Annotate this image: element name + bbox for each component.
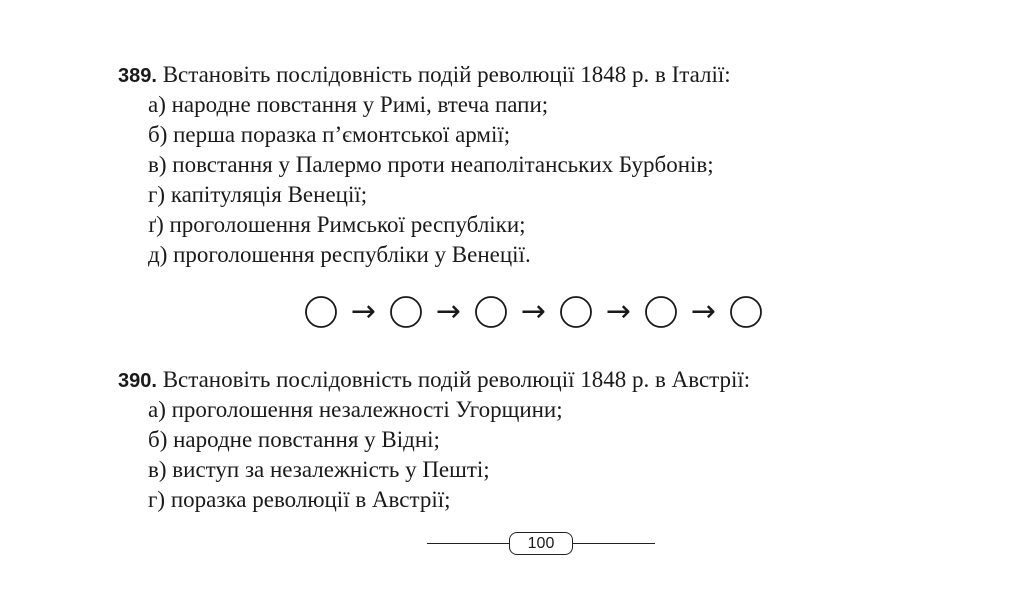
page-number: 100	[509, 532, 573, 555]
footer-rule-left	[427, 543, 509, 544]
answer-slot-5	[646, 297, 676, 327]
page-number-footer	[427, 532, 655, 556]
answer-slot-2	[391, 297, 421, 327]
arrow-icon: →	[435, 295, 462, 329]
task-389-option-h: г) капітуляція Венеції;	[148, 182, 368, 207]
task-389-header	[118, 60, 978, 90]
task-389-option-b: б) перша поразка п’ємонтської армії;	[148, 122, 511, 147]
arrow-icon: →	[520, 295, 547, 329]
arrow-icon: →	[350, 295, 377, 329]
answer-sequence	[305, 295, 775, 329]
task-389-option-v: в) повстання у Палермо проти неаполітанських Бурбонів;	[148, 152, 714, 177]
arrow-icon: →	[690, 295, 717, 329]
task-389-options	[118, 90, 978, 270]
task-390-option-a: а) проголошення незалежності Угорщини;	[148, 397, 563, 422]
task-390-option-v: в) виступ за незалежність у Пешті;	[148, 457, 490, 482]
task-390-option-b: б) народне повстання у Відні;	[148, 427, 440, 452]
arrow-icon: →	[605, 295, 632, 329]
task-389	[118, 60, 978, 270]
task-390-option-h: г) поразка революції в Австрії;	[148, 487, 451, 512]
task-389-number: 389.	[118, 65, 157, 87]
task-390-options	[118, 395, 978, 515]
task-390-number: 390.	[118, 370, 157, 392]
task-389-prompt: Встановіть послідовність подій революції 1848 р. в Італії:	[162, 62, 731, 87]
task-390-prompt: Встановіть послідовність подій революції 1848 р. в Австрії:	[162, 367, 751, 392]
task-389-option-d: д) проголошення республіки у Венеції.	[148, 242, 531, 267]
task-389-option-g: ґ) проголошення Римської республіки;	[148, 212, 526, 237]
task-389-option-a: а) народне повстання у Римі, втеча папи;	[148, 92, 549, 117]
answer-slot-4	[561, 297, 591, 327]
task-390	[118, 365, 978, 515]
answer-slot-6	[731, 297, 761, 327]
task-390-header	[118, 365, 978, 395]
answer-slot-1	[306, 297, 336, 327]
answer-slot-3	[476, 297, 506, 327]
footer-rule-right	[573, 543, 655, 544]
